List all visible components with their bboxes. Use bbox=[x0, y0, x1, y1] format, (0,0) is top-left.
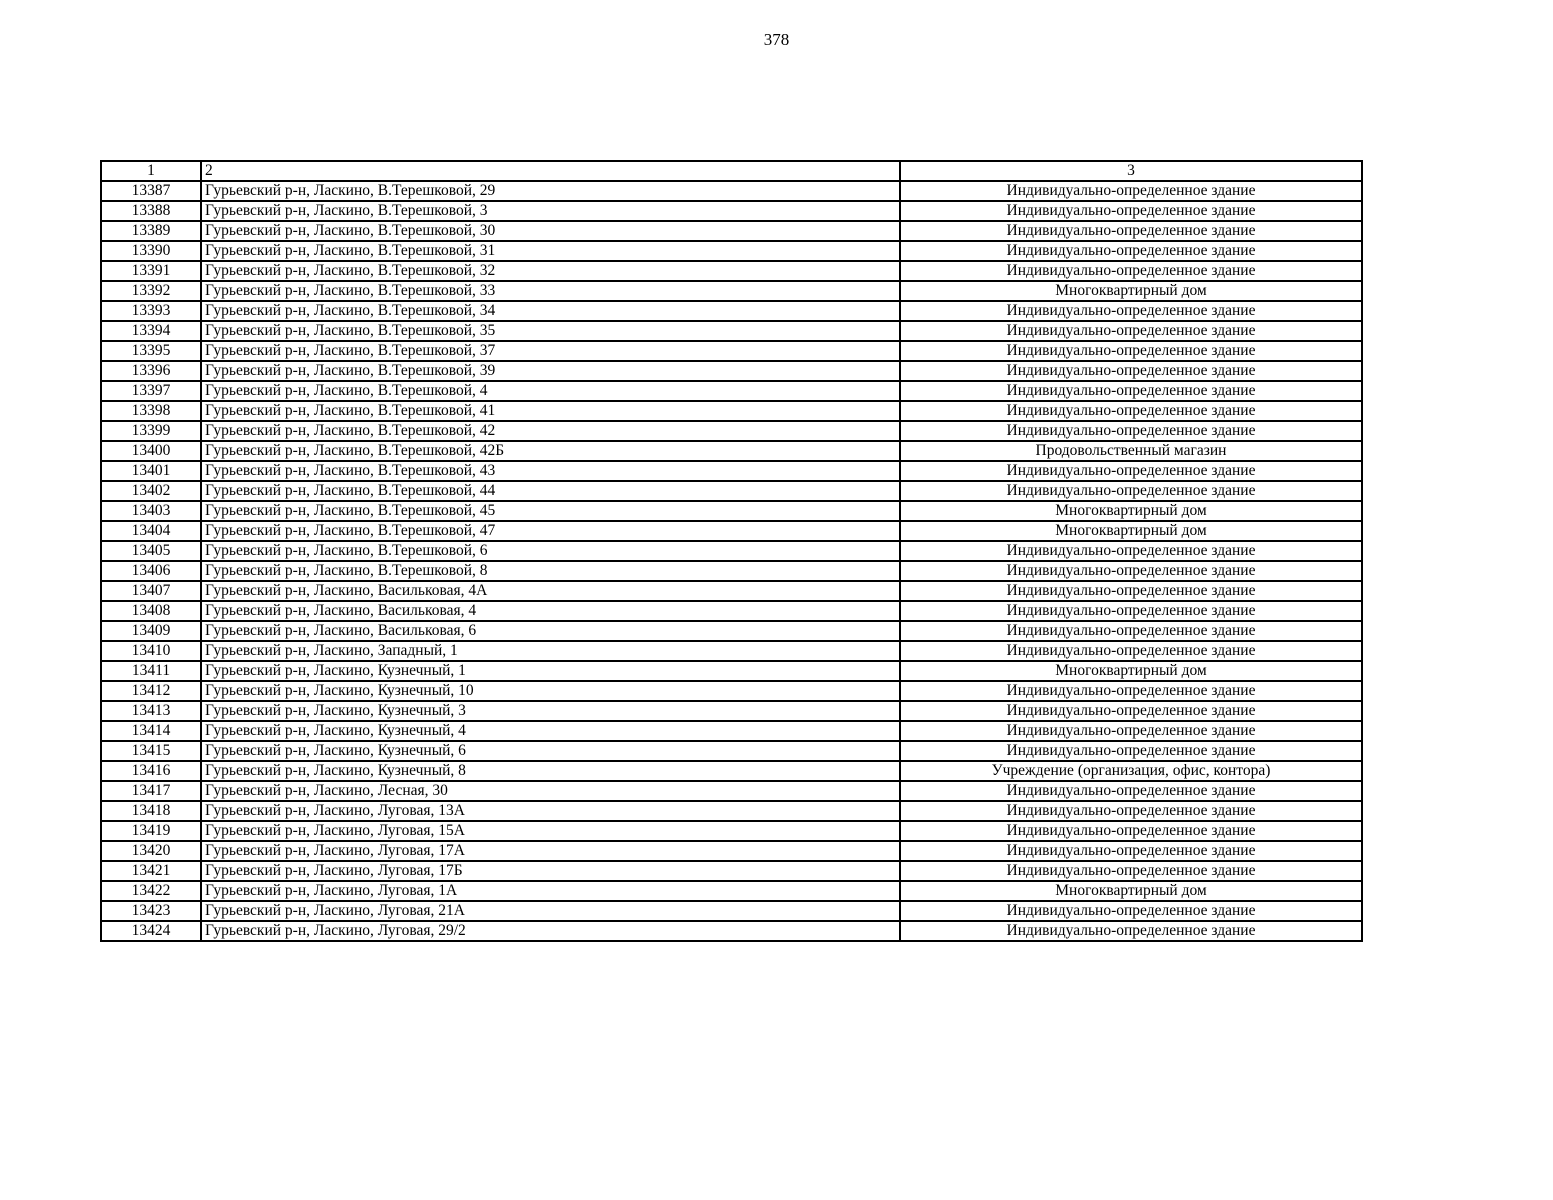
address-cell: Гурьевский р-н, Ласкино, В.Терешковой, 45 bbox=[201, 501, 900, 521]
address-cell: Гурьевский р-н, Ласкино, Кузнечный, 4 bbox=[201, 721, 900, 741]
table-row bbox=[101, 821, 1362, 841]
table-row bbox=[101, 761, 1362, 781]
address-cell: Гурьевский р-н, Ласкино, В.Терешковой, 29 bbox=[201, 181, 900, 201]
address-cell: Гурьевский р-н, Ласкино, В.Терешковой, 37 bbox=[201, 341, 900, 361]
row-id-cell: 13397 bbox=[101, 381, 201, 401]
address-cell: Гурьевский р-н, Ласкино, Кузнечный, 1 bbox=[201, 661, 900, 681]
table-row bbox=[101, 441, 1362, 461]
object-type-cell: Многоквартирный дом bbox=[900, 501, 1362, 521]
row-id-cell: 13410 bbox=[101, 641, 201, 661]
row-id-cell: 13398 bbox=[101, 401, 201, 421]
object-type-cell: Индивидуально-определенное здание bbox=[900, 561, 1362, 581]
table-row bbox=[101, 461, 1362, 481]
table-row bbox=[101, 901, 1362, 921]
table-row bbox=[101, 401, 1362, 421]
table-row bbox=[101, 801, 1362, 821]
address-cell: Гурьевский р-н, Ласкино, Кузнечный, 10 bbox=[201, 681, 900, 701]
table-row bbox=[101, 261, 1362, 281]
row-id-cell: 13417 bbox=[101, 781, 201, 801]
object-type-cell: Многоквартирный дом bbox=[900, 881, 1362, 901]
row-id-cell: 13404 bbox=[101, 521, 201, 541]
register-body bbox=[101, 181, 1362, 941]
object-type-cell: Индивидуально-определенное здание bbox=[900, 321, 1362, 341]
address-cell: Гурьевский р-н, Ласкино, В.Терешковой, 32 bbox=[201, 261, 900, 281]
object-type-cell: Индивидуально-определенное здание bbox=[900, 421, 1362, 441]
column-number-3: 3 bbox=[900, 161, 1362, 181]
address-cell: Гурьевский р-н, Ласкино, Васильковая, 6 bbox=[201, 621, 900, 641]
address-cell: Гурьевский р-н, Ласкино, Луговая, 17А bbox=[201, 841, 900, 861]
table-row bbox=[101, 541, 1362, 561]
address-cell: Гурьевский р-н, Ласкино, В.Терешковой, 42Б bbox=[201, 441, 900, 461]
row-id-cell: 13419 bbox=[101, 821, 201, 841]
object-type-cell: Индивидуально-определенное здание bbox=[900, 401, 1362, 421]
object-type-cell: Учреждение (организация, офис, контора) bbox=[900, 761, 1362, 781]
object-type-cell: Индивидуально-определенное здание bbox=[900, 221, 1362, 241]
object-type-cell: Индивидуально-определенное здание bbox=[900, 801, 1362, 821]
row-id-cell: 13389 bbox=[101, 221, 201, 241]
row-id-cell: 13423 bbox=[101, 901, 201, 921]
object-type-cell: Индивидуально-определенное здание bbox=[900, 461, 1362, 481]
table-row bbox=[101, 581, 1362, 601]
object-type-cell: Индивидуально-определенное здание bbox=[900, 921, 1362, 941]
row-id-cell: 13406 bbox=[101, 561, 201, 581]
row-id-cell: 13399 bbox=[101, 421, 201, 441]
table-row bbox=[101, 701, 1362, 721]
address-cell: Гурьевский р-н, Ласкино, В.Терешковой, 33 bbox=[201, 281, 900, 301]
row-id-cell: 13408 bbox=[101, 601, 201, 621]
row-id-cell: 13401 bbox=[101, 461, 201, 481]
page-number: 378 bbox=[763, 30, 790, 49]
object-type-cell: Многоквартирный дом bbox=[900, 661, 1362, 681]
table-row bbox=[101, 221, 1362, 241]
table-row bbox=[101, 781, 1362, 801]
table-row bbox=[101, 341, 1362, 361]
address-cell: Гурьевский р-н, Ласкино, В.Терешковой, 43 bbox=[201, 461, 900, 481]
table-row bbox=[101, 641, 1362, 661]
object-type-cell: Индивидуально-определенное здание bbox=[900, 381, 1362, 401]
row-id-cell: 13415 bbox=[101, 741, 201, 761]
object-type-cell: Индивидуально-определенное здание bbox=[900, 481, 1362, 501]
table-row bbox=[101, 421, 1362, 441]
address-cell: Гурьевский р-н, Ласкино, В.Терешковой, 39 bbox=[201, 361, 900, 381]
object-type-cell: Индивидуально-определенное здание bbox=[900, 901, 1362, 921]
table-row bbox=[101, 181, 1362, 201]
row-id-cell: 13387 bbox=[101, 181, 201, 201]
table-row bbox=[101, 661, 1362, 681]
address-cell: Гурьевский р-н, Ласкино, В.Терешковой, 31 bbox=[201, 241, 900, 261]
object-type-cell: Индивидуально-определенное здание bbox=[900, 261, 1362, 281]
row-id-cell: 13421 bbox=[101, 861, 201, 881]
object-type-cell: Индивидуально-определенное здание bbox=[900, 841, 1362, 861]
row-id-cell: 13392 bbox=[101, 281, 201, 301]
object-type-cell: Продовольственный магазин bbox=[900, 441, 1362, 461]
address-cell: Гурьевский р-н, Ласкино, Западный, 1 bbox=[201, 641, 900, 661]
address-cell: Гурьевский р-н, Ласкино, Кузнечный, 6 bbox=[201, 741, 900, 761]
object-type-cell: Индивидуально-определенное здание bbox=[900, 301, 1362, 321]
object-type-cell: Индивидуально-определенное здание bbox=[900, 701, 1362, 721]
address-cell: Гурьевский р-н, Ласкино, Кузнечный, 8 bbox=[201, 761, 900, 781]
table-row bbox=[101, 501, 1362, 521]
address-cell: Гурьевский р-н, Ласкино, В.Терешковой, 47 bbox=[201, 521, 900, 541]
address-cell: Гурьевский р-н, Ласкино, В.Терешковой, 35 bbox=[201, 321, 900, 341]
row-id-cell: 13395 bbox=[101, 341, 201, 361]
address-cell: Гурьевский р-н, Ласкино, В.Терешковой, 41 bbox=[201, 401, 900, 421]
object-type-cell: Индивидуально-определенное здание bbox=[900, 861, 1362, 881]
address-cell: Гурьевский р-н, Ласкино, Луговая, 21А bbox=[201, 901, 900, 921]
object-type-cell: Индивидуально-определенное здание bbox=[900, 201, 1362, 221]
row-id-cell: 13409 bbox=[101, 621, 201, 641]
table-row bbox=[101, 861, 1362, 881]
column-number-2: 2 bbox=[201, 161, 900, 181]
object-type-cell: Индивидуально-определенное здание bbox=[900, 741, 1362, 761]
table-row bbox=[101, 741, 1362, 761]
address-cell: Гурьевский р-н, Ласкино, В.Терешковой, 6 bbox=[201, 541, 900, 561]
row-id-cell: 13411 bbox=[101, 661, 201, 681]
row-id-cell: 13424 bbox=[101, 921, 201, 941]
object-type-cell: Индивидуально-определенное здание bbox=[900, 821, 1362, 841]
table-row bbox=[101, 481, 1362, 501]
table-row bbox=[101, 621, 1362, 641]
row-id-cell: 13393 bbox=[101, 301, 201, 321]
object-type-cell: Индивидуально-определенное здание bbox=[900, 721, 1362, 741]
object-type-cell: Многоквартирный дом bbox=[900, 281, 1362, 301]
row-id-cell: 13422 bbox=[101, 881, 201, 901]
address-cell: Гурьевский р-н, Ласкино, Луговая, 15А bbox=[201, 821, 900, 841]
object-type-cell: Индивидуально-определенное здание bbox=[900, 781, 1362, 801]
table-row bbox=[101, 241, 1362, 261]
address-cell: Гурьевский р-н, Ласкино, В.Терешковой, 3 bbox=[201, 201, 900, 221]
column-number-1: 1 bbox=[101, 161, 201, 181]
row-id-cell: 13391 bbox=[101, 261, 201, 281]
object-type-cell: Индивидуально-определенное здание bbox=[900, 361, 1362, 381]
column-number-row bbox=[101, 161, 1362, 181]
row-id-cell: 13416 bbox=[101, 761, 201, 781]
row-id-cell: 13418 bbox=[101, 801, 201, 821]
table-row bbox=[101, 561, 1362, 581]
address-cell: Гурьевский р-н, Ласкино, В.Терешковой, 4 bbox=[201, 381, 900, 401]
object-type-cell: Индивидуально-определенное здание bbox=[900, 541, 1362, 561]
table-row bbox=[101, 721, 1362, 741]
object-type-cell: Индивидуально-определенное здание bbox=[900, 601, 1362, 621]
address-cell: Гурьевский р-н, Ласкино, Луговая, 13А bbox=[201, 801, 900, 821]
row-id-cell: 13394 bbox=[101, 321, 201, 341]
address-cell: Гурьевский р-н, Ласкино, В.Терешковой, 44 bbox=[201, 481, 900, 501]
address-cell: Гурьевский р-н, Ласкино, В.Терешковой, 30 bbox=[201, 221, 900, 241]
property-register-table bbox=[100, 160, 1363, 942]
row-id-cell: 13420 bbox=[101, 841, 201, 861]
object-type-cell: Индивидуально-определенное здание bbox=[900, 621, 1362, 641]
row-id-cell: 13390 bbox=[101, 241, 201, 261]
object-type-cell: Индивидуально-определенное здание bbox=[900, 581, 1362, 601]
address-cell: Гурьевский р-н, Ласкино, Лесная, 30 bbox=[201, 781, 900, 801]
object-type-cell: Индивидуально-определенное здание bbox=[900, 681, 1362, 701]
address-cell: Гурьевский р-н, Ласкино, В.Терешковой, 8 bbox=[201, 561, 900, 581]
row-id-cell: 13407 bbox=[101, 581, 201, 601]
table-row bbox=[101, 521, 1362, 541]
address-cell: Гурьевский р-н, Ласкино, В.Терешковой, 42 bbox=[201, 421, 900, 441]
row-id-cell: 13400 bbox=[101, 441, 201, 461]
address-cell: Гурьевский р-н, Ласкино, Луговая, 17Б bbox=[201, 861, 900, 881]
address-cell: Гурьевский р-н, Ласкино, Луговая, 1А bbox=[201, 881, 900, 901]
address-cell: Гурьевский р-н, Ласкино, Луговая, 29/2 bbox=[201, 921, 900, 941]
row-id-cell: 13412 bbox=[101, 681, 201, 701]
object-type-cell: Индивидуально-определенное здание bbox=[900, 241, 1362, 261]
object-type-cell: Индивидуально-определенное здание bbox=[900, 181, 1362, 201]
row-id-cell: 13413 bbox=[101, 701, 201, 721]
row-id-cell: 13388 bbox=[101, 201, 201, 221]
table-row bbox=[101, 601, 1362, 621]
table-row bbox=[101, 321, 1362, 341]
table-row bbox=[101, 301, 1362, 321]
object-type-cell: Индивидуально-определенное здание bbox=[900, 641, 1362, 661]
table-row bbox=[101, 681, 1362, 701]
table-row bbox=[101, 201, 1362, 221]
address-cell: Гурьевский р-н, Ласкино, Васильковая, 4 bbox=[201, 601, 900, 621]
table-row bbox=[101, 281, 1362, 301]
table-row bbox=[101, 361, 1362, 381]
row-id-cell: 13396 bbox=[101, 361, 201, 381]
table-row bbox=[101, 381, 1362, 401]
row-id-cell: 13414 bbox=[101, 721, 201, 741]
address-cell: Гурьевский р-н, Ласкино, Васильковая, 4А bbox=[201, 581, 900, 601]
row-id-cell: 13403 bbox=[101, 501, 201, 521]
address-cell: Гурьевский р-н, Ласкино, В.Терешковой, 34 bbox=[201, 301, 900, 321]
table-row bbox=[101, 841, 1362, 861]
table-row bbox=[101, 881, 1362, 901]
object-type-cell: Индивидуально-определенное здание bbox=[900, 341, 1362, 361]
address-cell: Гурьевский р-н, Ласкино, Кузнечный, 3 bbox=[201, 701, 900, 721]
table-row bbox=[101, 921, 1362, 941]
row-id-cell: 13405 bbox=[101, 541, 201, 561]
row-id-cell: 13402 bbox=[101, 481, 201, 501]
object-type-cell: Многоквартирный дом bbox=[900, 521, 1362, 541]
